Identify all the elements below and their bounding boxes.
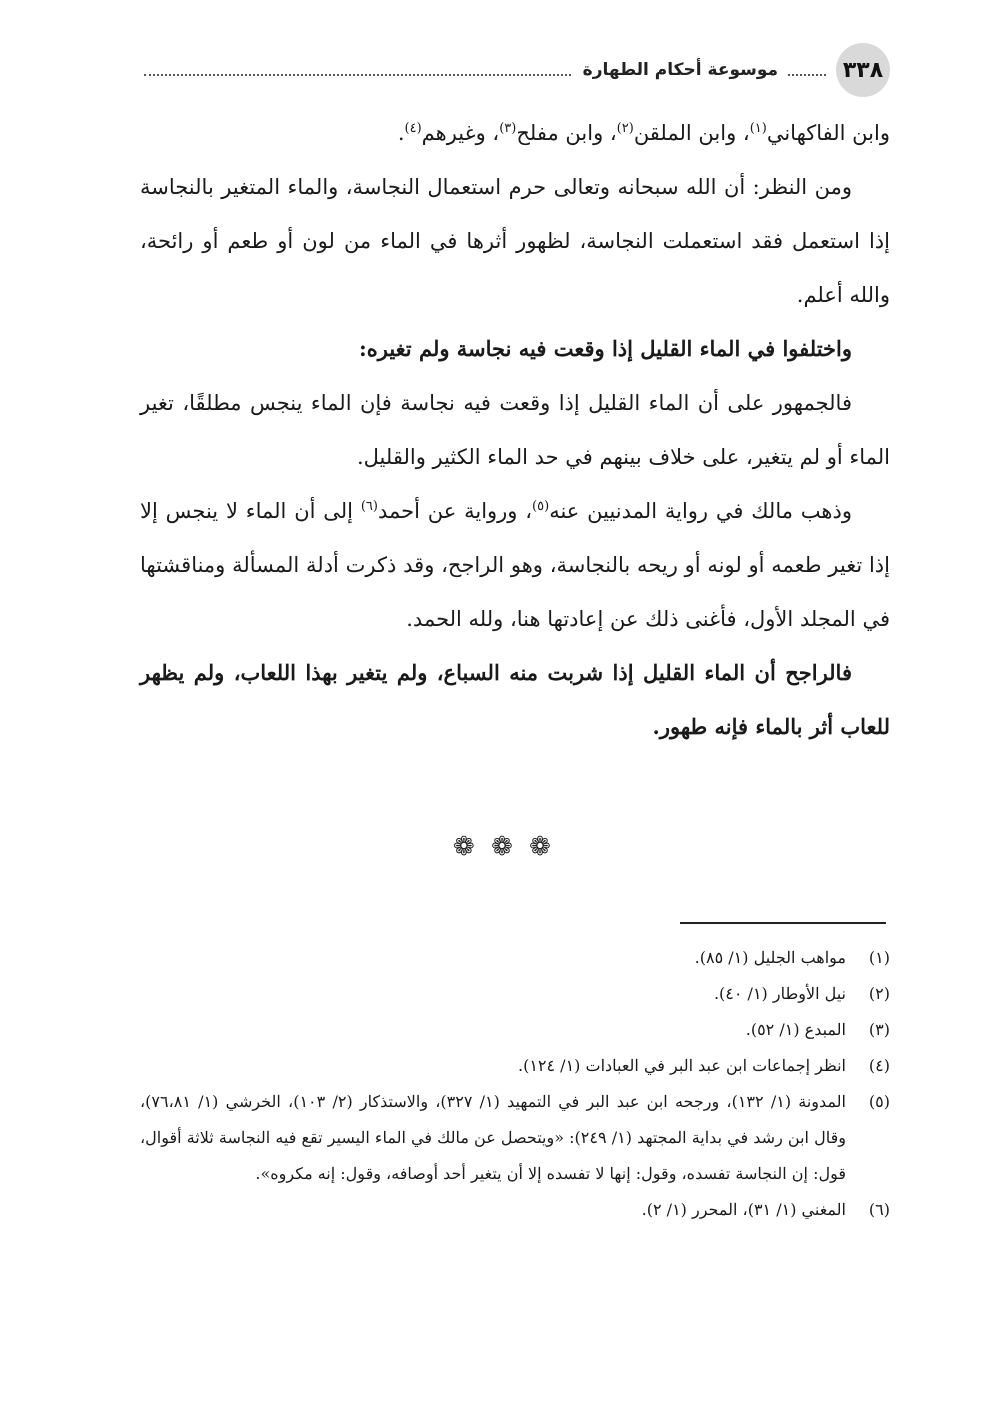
main-text [140,106,890,754]
paragraph-reasoning: ومن النظر: أن الله سبحانه وتعالى حرم استعمال النجاسة، والماء المتغير بالنجاسة إذا استعمل فقد استعملت النجاسة، لظهور أثرها في الماء من لون أو طعم أو رائحة، والله أعلم. [140,175,890,307]
footnote-ref[interactable]: (٣) [499,121,517,136]
footnote [140,940,890,976]
section-ornament: ❁ ❁ ❁ [453,832,551,862]
book-title: موسوعة أحكام الطهارة [582,60,778,80]
paragraph-references [140,106,890,160]
page-number: ٣٣٨ [836,43,890,97]
footnote [140,1048,890,1084]
footnote-separator [680,922,886,924]
paragraph-malik-view [140,484,890,646]
paragraph-majority-view: فالجمهور على أن الماء القليل إذا وقعت فيه نجاسة فإن الماء ينجس مطلقًا، تغير الماء أو لم يتغير، على خلاف بينهم في حد الماء الكثير والقليل. [140,391,890,469]
footnote-number: (٢) [868,984,890,1003]
footnotes [140,940,890,1228]
footnote-number: (٣) [868,1020,890,1039]
footnote [140,1012,890,1048]
footnote-text: المدونة (١/ ١٣٢)، ورجحه ابن عبد البر في التمهيد (١/ ٣٢٧)، والاستذكار (٢/ ١٠٣)، الخرشي (١/ ٧٦،٨١)، وقال ابن رشد في بداية المجتهد (١/ ٢٤٩): «ويتحصل عن مالك في الماء اليسير تقع فيه النجاسة ثلاثة أقوال، قول: إن النجاسة تفسده، وقول: إنها لا تفسده إلا أن يتغير أحد أوصافه، وقول: إنه مكروه». [140,1092,847,1183]
footnote-number: (٤) [868,1056,890,1075]
footnote-ref[interactable]: (٥) [532,499,550,514]
header-dotted-leader [788,74,826,76]
text-run: ، ورواية عن أحمد [377,499,533,523]
running-header [140,42,890,98]
footnote [140,1192,890,1228]
footnote-text: المغني (١/ ٣١)، المحرر (١/ ٢). [641,1200,846,1219]
footnote-ref[interactable]: (٤) [404,121,422,136]
footnote-number: (٦) [868,1200,890,1219]
paragraph-conclusion: فالراجح أن الماء القليل إذا شربت منه السباع، ولم يتغير بهذا اللعاب، ولم يظهر للعاب أثر بالماء فإنه طهور. [140,660,890,739]
footnote-text: المبدع (١/ ٥٢). [745,1020,846,1039]
text-run: ، وابن الملقن [633,121,750,145]
header-dotted-leader [144,74,571,76]
text-run: ، وابن مفلح [516,121,617,145]
footnote-ref[interactable]: (٢) [616,121,634,136]
text-run: وذهب مالك في رواية المدنيين عنه [549,499,852,523]
section-heading: واختلفوا في الماء القليل إذا وقعت فيه نجاسة ولم تغيره: [359,336,852,361]
footnote-number: (٥) [868,1092,890,1111]
footnote-text: مواهب الجليل (١/ ٨٥). [694,948,846,967]
text-run: . [397,121,405,145]
footnote-text: نيل الأوطار (١/ ٤٠). [713,984,846,1003]
text-run: إلى أن الماء لا ينجس إلا إذا تغير طعمه أو لونه أو ريحه بالنجاسة، وهو الراجح، وقد ذكرت أدلة المسألة ومناقشتها في المجلد الأول، فأغنى ذلك عن إعادتها هنا، ولله الحمد. [140,499,890,631]
footnote-text: انظر إجماعات ابن عبد البر في العبادات (١/ ١٢٤). [517,1056,846,1075]
footnote-ref[interactable]: (٦) [360,499,378,514]
footnote [140,976,890,1012]
footnote-number: (١) [868,948,890,967]
text-run: ، وغيرهم [421,121,500,145]
footnote-ref[interactable]: (١) [749,121,767,136]
footnote [140,1084,890,1192]
text-run: وابن الفاكهاني [766,121,890,145]
